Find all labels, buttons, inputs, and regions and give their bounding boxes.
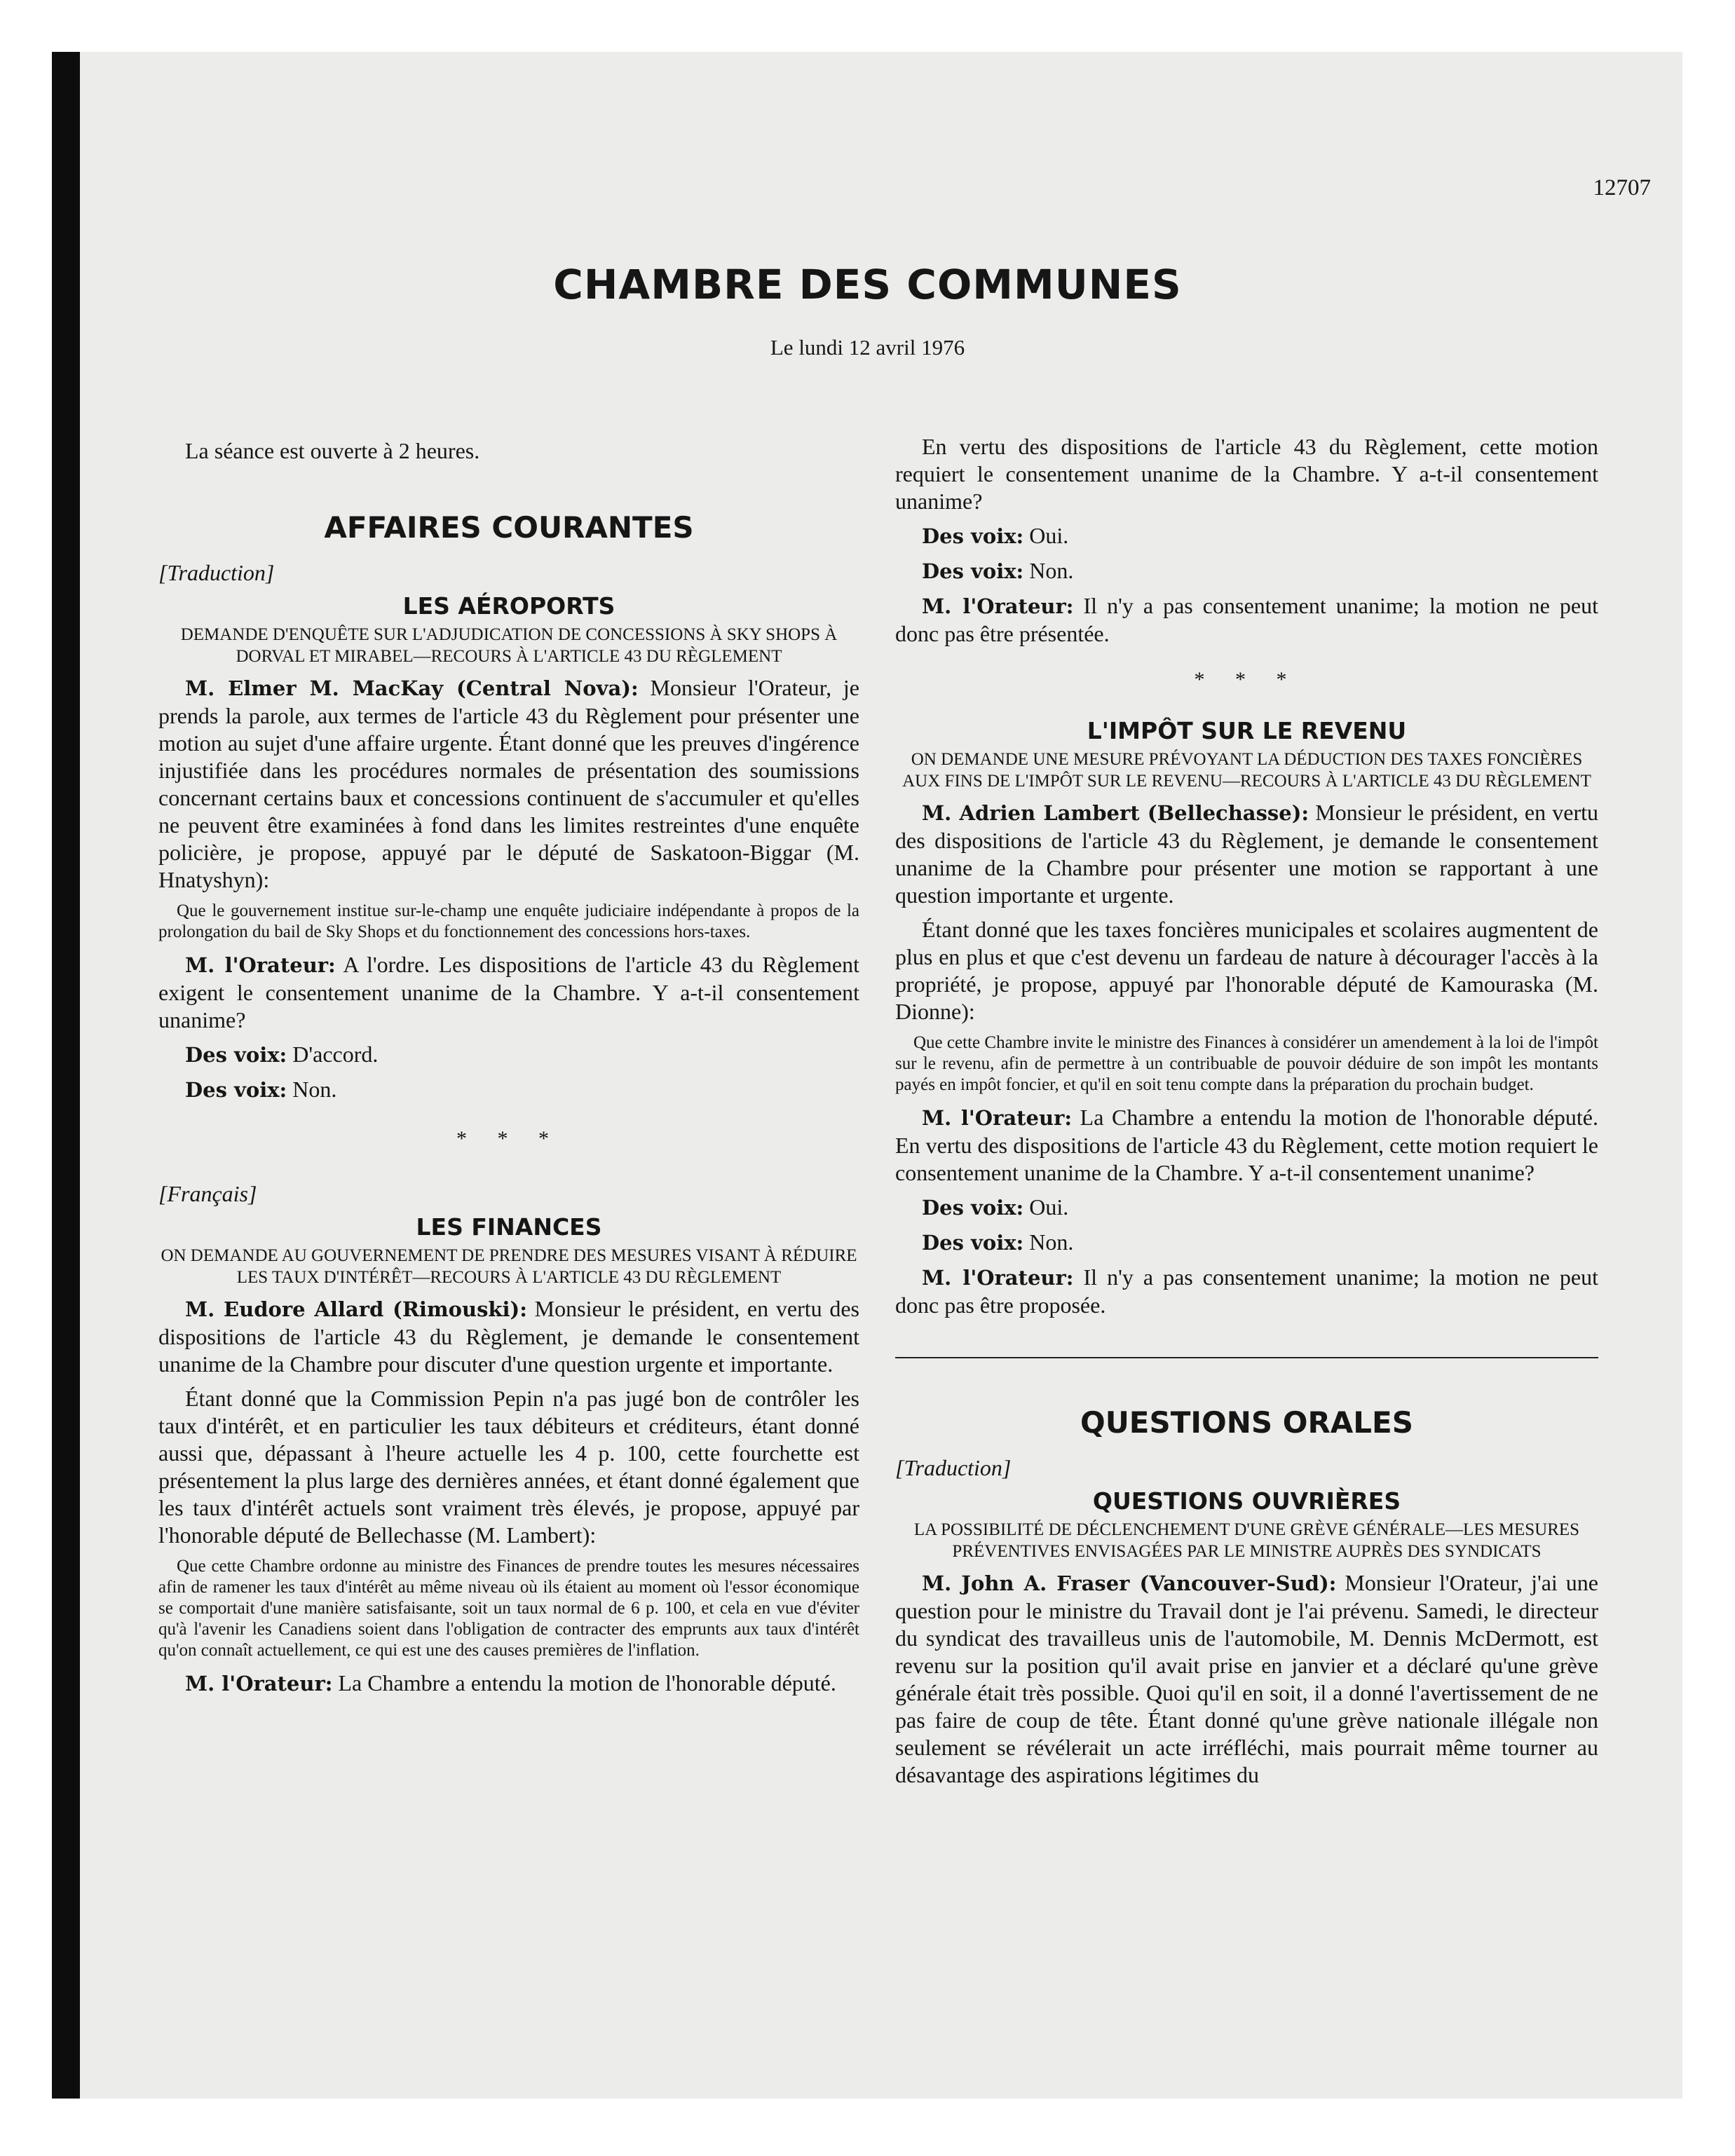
speech-paragraph: En vertu des dispositions de l'article 43 du Règlement, cette motion requiert le consentement unanime de la Chambre. Y a-t-il consentement unanime? [895,434,1598,514]
subheading-questions-ouvrieres: QUESTIONS OUVRIÈRES [1092,1487,1401,1515]
voices-reply [895,522,1598,550]
voices-label: Des voix: [922,559,1024,583]
topic-caps-greve: LA POSSIBILITÉ DE DÉCLENCHEMENT D'UNE GRÈVE GÉNÉRALE—LES MESURES PRÉVENTIVES ENVISAGÉES PAR LE MINISTRE AUPRÈS DES SYNDICATS [913,1520,1580,1561]
motion-quote: Que le gouvernement institue sur-le-champ une enquête judiciaire indépendante à propos de la prolongation du bail de Sky Shops et du fonctionnement des concessions hors-taxes. [158,901,859,941]
speech-text: Il n'y a pas consentement unanime; la motion ne peut donc pas être proposée. [895,1264,1599,1318]
speech-lambert [895,799,1598,909]
section-separator: * * * [1194,668,1300,691]
subheading-aeroports: LES AÉROPORTS [402,592,615,620]
topic-caps-aeroports: DEMANDE D'ENQUÊTE SUR L'ADJUDICATION DE CONCESSIONS À SKY SHOPS À DORVAL ET MIRABEL—RECOURS À L'ARTICLE 43 DU RÈGLEMENT [180,625,838,666]
speech-allard [158,1295,859,1378]
speech-text: Monsieur l'Orateur, je prends la parole, aux termes de l'article 43 du Règlement pour présenter une motion au sujet d'une affaire urgente. Étant donné que les preuves d'ingérence injustifiée dans les procédures normales de présentation des soumissions concernant certains baux et concessions continuent de s'accumuler et qu'elles ne peuvent être examinées à fond dans les limites restreintes d'une enquête policière, je propose, appuyé par le député de Saskatoon-Biggar (M. Hnatyshyn): [158,675,860,892]
voices-reply [895,1229,1598,1257]
speech-text: Monsieur l'Orateur, j'ai une question pour le ministre du Travail dont je l'ai prévenu. Samedi, le directeur du syndicat des travailleus unis de l'automobile, M. Dennis McDermott, est revenu sur la position qu'il avait prise en janvier et a déclaré qu'une grève générale était très possible. Quoi qu'il en soit, il a donné l'avertissement de ne pas faire de coup de tête. Étant donné qu'une grève nationale illégale non seulement se révélerait un acte irréfléchi, mais pourrait même tourner au désavantage des aspirations légitimes du [895,1570,1598,1787]
page-title: CHAMBRE DES COMMUNES [553,261,1182,308]
voices-text: Non. [287,1077,337,1102]
page-number: 12707 [1593,175,1651,200]
speaker-name: M. l'Orateur: [922,594,1074,618]
speech-orateur [158,1670,859,1698]
section-heading-questions-orales: QUESTIONS ORALES [1080,1405,1413,1440]
speaker-name: M. Adrien Lambert (Bellechasse): [922,801,1309,825]
column-rule [895,1357,1598,1358]
translation-note: [Traduction] [895,1455,1012,1480]
speech-text: La Chambre a entendu la motion de l'honorable député. En vertu des dispositions de l'article 43 du Règlement, cette motion requiert le consentement unanime de la Chambre. Y a-t-il consentement unanime? [895,1105,1599,1185]
voices-label: Des voix: [922,524,1024,548]
speech-paragraph: Étant donné que les taxes foncières municipales et scolaires augmentent de plus en plus et que c'est devenu un fardeau de nature à décourager l'accès à la propriété, je propose, appuyé par l'honorable député de Kamouraska (M. Dionne): [895,917,1598,1024]
voices-text: Non. [1023,558,1074,583]
subheading-impot: L'IMPÔT SUR LE REVENU [1087,717,1407,744]
speaker-name: M. l'Orateur: [922,1106,1073,1130]
subheading-finances: LES FINANCES [416,1213,602,1241]
speech-orateur [895,1264,1598,1319]
voices-text: Oui. [1023,1194,1069,1220]
speech-text: Monsieur le président, en vertu des dispositions de l'article 43 du Règlement, je demande le consentement unanime de la Chambre pour présenter une motion se rapportant à une question importante et urgente. [895,800,1599,908]
speech-mackay [158,674,859,894]
speaker-name: M. l'Orateur: [185,953,336,977]
section-separator: * * * [456,1127,562,1150]
left-column [158,433,859,1698]
voices-label: Des voix: [922,1196,1024,1220]
right-column [895,433,1598,1789]
voices-label: Des voix: [185,1078,287,1102]
opening-line: La séance est ouverte à 2 heures. [185,438,480,463]
motion-quote: Que cette Chambre invite le ministre des Finances à considérer un amendement à la loi de l'impôt sur le revenu, afin de permettre à un contribuable de pouvoir déduire de son impôt les montants payés en impôt foncier, et qu'il en soit tenu compte dans la préparation du prochain budget. [895,1033,1598,1094]
speech-text: Monsieur le président, en vertu des dispositions de l'article 43 du Règlement, je demande le consentement unanime de la Chambre pour discuter d'une question urgente et importante. [158,1296,860,1377]
voices-reply [895,557,1598,585]
speech-orateur [895,1104,1598,1187]
topic-caps-finances: ON DEMANDE AU GOUVERNEMENT DE PRENDRE DES MESURES VISANT À RÉDUIRE LES TAUX D'INTÉRÊT—RECOURS À L'ARTICLE 43 DU RÈGLEMENT [161,1246,857,1287]
voices-text: Non. [1023,1229,1074,1255]
voices-label: Des voix: [922,1231,1024,1255]
translation-note: [Traduction] [158,560,275,585]
speech-text: A l'ordre. Les dispositions de l'article 43 du Règlement exigent le consentement unanime de la Chambre. Y a-t-il consentement unanime? [158,952,860,1032]
speech-orateur [158,951,859,1034]
speaker-name: M. John A. Fraser (Vancouver-Sud): [922,1571,1337,1595]
voices-text: D'accord. [287,1042,379,1067]
section-heading-affaires-courantes: AFFAIRES COURANTES [324,510,694,545]
speech-orateur [895,592,1598,648]
speaker-name: M. Eudore Allard (Rimouski): [185,1297,527,1321]
translation-note: [Français] [158,1181,257,1206]
speech-text: La Chambre a entendu la motion de l'honorable député. [332,1670,836,1696]
voices-reply [158,1041,859,1069]
speech-fraser [895,1569,1598,1789]
voices-label: Des voix: [185,1043,287,1067]
voices-reply [158,1076,859,1104]
sitting-date: Le lundi 12 avril 1976 [770,335,965,360]
speaker-name: M. l'Orateur: [185,1672,333,1696]
speech-paragraph: Étant donné que la Commission Pepin n'a pas jugé bon de contrôler les taux d'intérêt, et en particulier les taux débiteurs et créditeurs, étant donné aussi que, dépassant à l'heure actuelle les 4 p. 100, cette fourchette est présentement la plus large des dernières années, et étant donné également que les taux d'intérêt actuels sont vraiment très élevés, je propose, appuyé par l'honorable député de Bellechasse (M. Lambert): [158,1386,859,1548]
speaker-name: M. Elmer M. MacKay (Central Nova): [185,676,639,700]
speech-text: Il n'y a pas consentement unanime; la motion ne peut donc pas être présentée. [895,593,1599,646]
voices-reply [895,1194,1598,1222]
speaker-name: M. l'Orateur: [922,1266,1074,1290]
motion-quote: Que cette Chambre ordonne au ministre des Finances de prendre toutes les mesures nécessaires afin de ramener les taux d'intérêt au même niveau où ils étaient au moment où l'essor économique se comportait d'une manière satisfaisante, soit un taux normal de 6 p. 100, et cela en vue d'éviter qu'à l'avenir les Canadiens soient dans l'obligation de contracter des emprunts aux taux d'intérêt qu'on connaît actuellement, ce qui est une des causes premières de l'inflation. [158,1557,859,1660]
topic-caps-impot: ON DEMANDE UNE MESURE PRÉVOYANT LA DÉDUCTION DES TAXES FONCIÈRES AUX FINS DE L'IMPÔT SUR LE REVENU—RECOURS À L'ARTICLE 43 DU RÈGLEMENT [902,750,1591,791]
voices-text: Oui. [1023,523,1069,548]
